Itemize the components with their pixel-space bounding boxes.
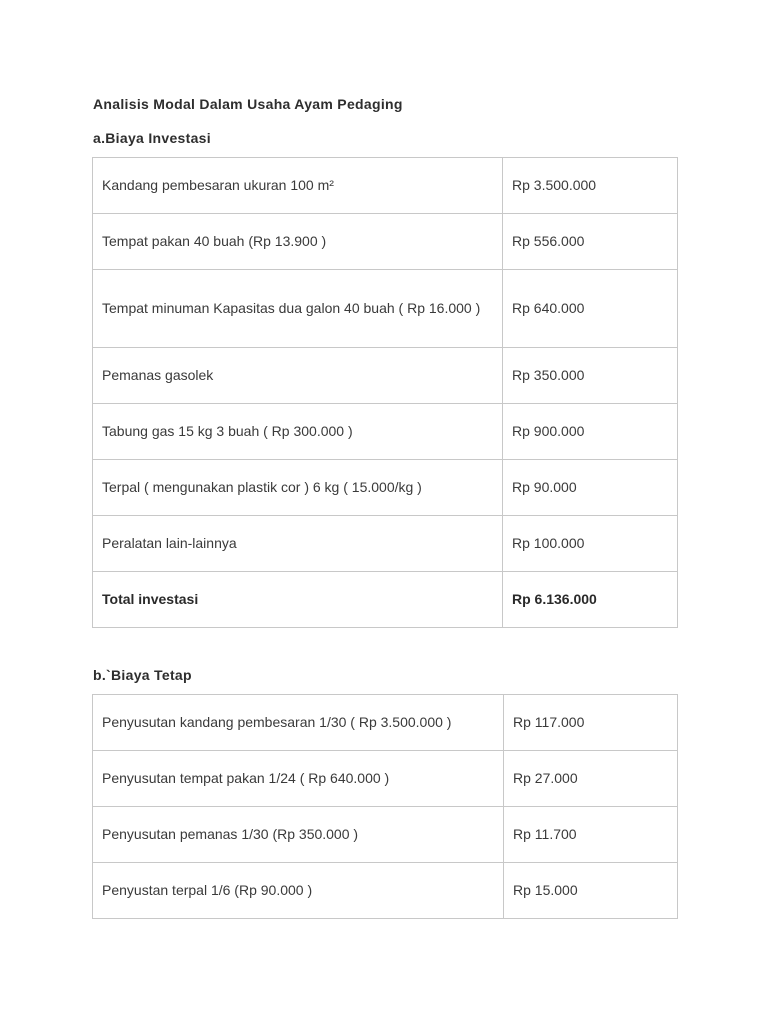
item-cell: Pemanas gasolek — [93, 348, 503, 404]
table-row — [93, 516, 678, 572]
table-row — [93, 158, 678, 214]
amount-cell: Rp 15.000 — [504, 863, 678, 919]
table-row — [93, 807, 678, 863]
amount-cell: Rp 900.000 — [503, 404, 678, 460]
item-cell: Terpal ( mengunakan plastik cor ) 6 kg ( 15.000/kg ) — [93, 460, 503, 516]
item-cell: Tabung gas 15 kg 3 buah ( Rp 300.000 ) — [93, 404, 503, 460]
amount-cell: Rp 556.000 — [503, 214, 678, 270]
amount-cell: Rp 3.500.000 — [503, 158, 678, 214]
table-row — [93, 270, 678, 348]
amount-cell: Rp 27.000 — [504, 751, 678, 807]
biaya-tetap-table — [92, 694, 678, 919]
amount-cell: Rp 640.000 — [503, 270, 678, 348]
item-cell: Penyustan terpal 1/6 (Rp 90.000 ) — [93, 863, 504, 919]
amount-cell: Rp 11.700 — [504, 807, 678, 863]
item-cell: Tempat minuman Kapasitas dua galon 40 buah ( Rp 16.000 ) — [93, 270, 503, 348]
table-row — [93, 404, 678, 460]
item-cell: Penyusutan pemanas 1/30 (Rp 350.000 ) — [93, 807, 504, 863]
amount-cell: Rp 100.000 — [503, 516, 678, 572]
total-row — [93, 572, 678, 628]
total-amount: Rp 6.136.000 — [503, 572, 678, 628]
table-row — [93, 695, 678, 751]
table-row — [93, 863, 678, 919]
investasi-table — [92, 157, 678, 628]
item-cell: Tempat pakan 40 buah (Rp 13.900 ) — [93, 214, 503, 270]
page-title: Analisis Modal Dalam Usaha Ayam Pedaging — [93, 96, 403, 112]
section-heading-investasi: a.Biaya Investasi — [93, 130, 211, 146]
amount-cell: Rp 117.000 — [504, 695, 678, 751]
amount-cell: Rp 350.000 — [503, 348, 678, 404]
item-cell: Penyusutan tempat pakan 1/24 ( Rp 640.000 ) — [93, 751, 504, 807]
total-label: Total investasi — [93, 572, 503, 628]
section-heading-tetap: b.`Biaya Tetap — [93, 667, 192, 683]
table-row — [93, 214, 678, 270]
item-cell: Peralatan lain-lainnya — [93, 516, 503, 572]
item-cell: Kandang pembesaran ukuran 100 m² — [93, 158, 503, 214]
amount-cell: Rp 90.000 — [503, 460, 678, 516]
item-cell: Penyusutan kandang pembesaran 1/30 ( Rp 3.500.000 ) — [93, 695, 504, 751]
table-row — [93, 348, 678, 404]
table-row — [93, 460, 678, 516]
table-row — [93, 751, 678, 807]
